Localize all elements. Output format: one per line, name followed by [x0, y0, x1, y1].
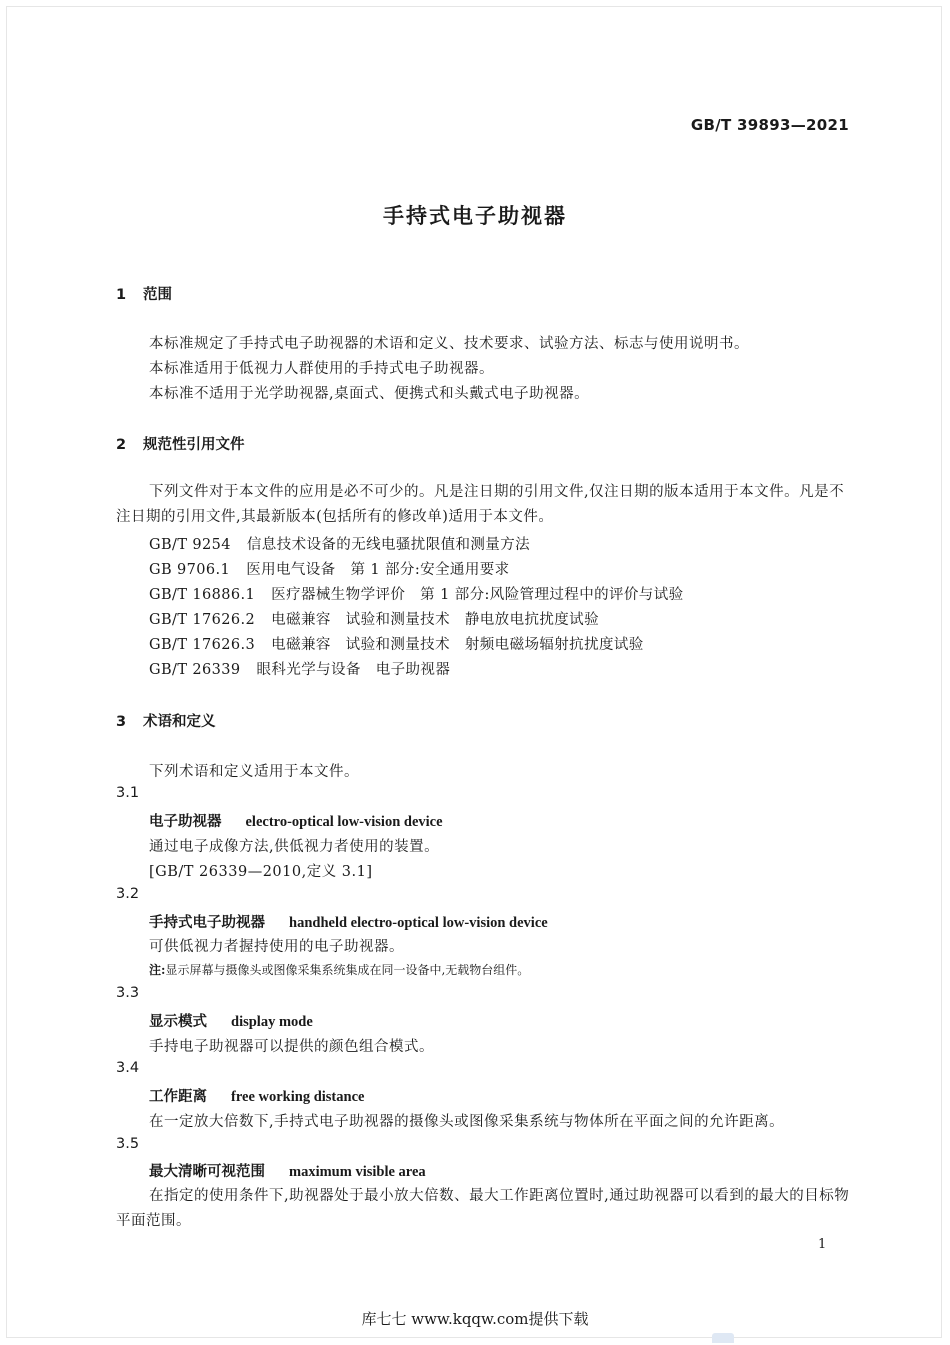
reference-item [149, 558, 510, 579]
term-definition: 在一定放大倍数下,手持式电子助视器的摄像头或图像采集系统与物体所在平面之间的允许距离。 [149, 1114, 785, 1130]
corner-mark [712, 1333, 734, 1343]
term-note [149, 961, 529, 978]
term-chinese: 最大清晰可视范围 [149, 1164, 265, 1180]
note-text: 显示屏幕与摄像头或图像采集系统集成在同一设备中,无载物台组件。 [165, 963, 530, 977]
paragraph: 本标准规定了手持式电子助视器的术语和定义、技术要求、试验方法、标志与使用说明书。 [149, 336, 749, 352]
reference-code: GB/T 16886.1 [149, 587, 256, 603]
term-english: free working distance [231, 1089, 365, 1105]
section-title: 术语和定义 [143, 714, 216, 730]
reference-item [149, 633, 644, 654]
section-number: 2 [116, 437, 127, 453]
term-english: electro-optical low-vision device [245, 814, 443, 830]
term-name [149, 1010, 313, 1031]
reference-title: 电磁兼容 试验和测量技术 静电放电抗扰度试验 [271, 612, 599, 628]
reference-code: GB/T 17626.3 [149, 637, 256, 653]
term-name [149, 810, 443, 831]
section-number: 3 [116, 714, 127, 730]
reference-code: GB/T 9254 [149, 537, 231, 553]
reference-code: GB/T 26339 [149, 662, 241, 678]
term-english: handheld electro-optical low-vision device [289, 915, 548, 931]
term-number: 3.2 [116, 886, 140, 902]
section-title: 范围 [143, 287, 172, 303]
term-number: 3.1 [116, 785, 140, 801]
section-title: 规范性引用文件 [143, 437, 245, 453]
term-name [149, 911, 548, 932]
reference-item [149, 583, 684, 604]
term-english: display mode [231, 1014, 313, 1030]
intro-paragraph: 下列文件对于本文件的应用是必不可少的。凡是注日期的引用文件,仅注日期的版本适用于本文件。凡是不注日期的引用文件,其最新版本(包括所有的修改单)适用于本文件。 [116, 484, 845, 525]
section-1-heading [116, 283, 172, 304]
term-english: maximum visible area [289, 1164, 426, 1180]
term-name [149, 1160, 426, 1181]
reference-title: 信息技术设备的无线电骚扰限值和测量方法 [246, 537, 531, 553]
term-chinese: 手持式电子助视器 [149, 915, 265, 931]
reference-title: 医用电气设备 第 1 部分:安全通用要求 [246, 562, 510, 578]
document-title: 手持式电子助视器 [383, 204, 567, 228]
term-definition: 在指定的使用条件下,助视器处于最小放大倍数、最大工作距离位置时,通过助视器可以看到的最大的目标物平面范围。 [116, 1188, 850, 1229]
paragraph: 本标准适用于低视力人群使用的手持式电子助视器。 [149, 361, 494, 377]
reference-item [149, 608, 599, 629]
reference-item [149, 533, 530, 554]
term-number: 3.5 [116, 1136, 140, 1152]
reference-title: 眼科光学与设备 电子助视器 [256, 662, 451, 678]
note-label: 注: [149, 963, 166, 977]
section-number: 1 [116, 287, 127, 303]
reference-code: GB 9706.1 [149, 562, 231, 578]
term-chinese: 工作距离 [149, 1089, 207, 1105]
reference-item [149, 658, 450, 679]
term-definition: 通过电子成像方法,供低视力者使用的装置。 [149, 839, 440, 855]
term-number: 3.3 [116, 985, 140, 1001]
download-footer: 库七七 www.kqqw.com提供下载 [361, 1310, 589, 1328]
section-2-heading [116, 433, 245, 454]
reference-title: 医疗器械生物学评价 第 1 部分:风险管理过程中的评价与试验 [271, 587, 684, 603]
paragraph: 本标准不适用于光学助视器,桌面式、便携式和头戴式电子助视器。 [149, 386, 590, 402]
term-name [149, 1085, 364, 1106]
term-number: 3.4 [116, 1060, 140, 1076]
term-definition: 可供低视力者握持使用的电子助视器。 [149, 939, 404, 955]
section-3-heading [116, 710, 216, 731]
intro-paragraph: 下列术语和定义适用于本文件。 [149, 764, 359, 780]
term-chinese: 显示模式 [149, 1014, 207, 1030]
page-number: 1 [818, 1237, 827, 1252]
term-definition: 手持电子助视器可以提供的颜色组合模式。 [149, 1039, 434, 1055]
reference-title: 电磁兼容 试验和测量技术 射频电磁场辐射抗扰度试验 [271, 637, 644, 653]
reference-code: GB/T 17626.2 [149, 612, 256, 628]
term-chinese: 电子助视器 [149, 814, 222, 830]
term-source: [GB/T 26339—2010,定义 3.1] [149, 864, 373, 880]
standard-number: GB/T 39893—2021 [690, 116, 849, 134]
